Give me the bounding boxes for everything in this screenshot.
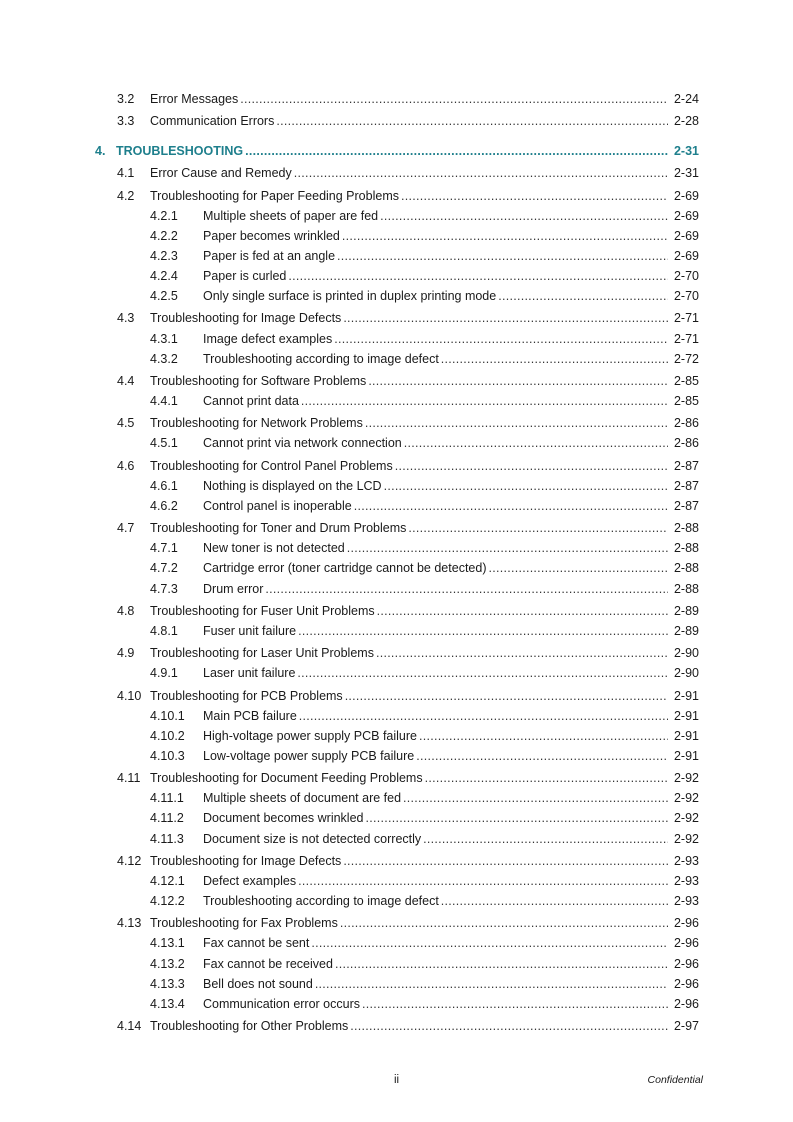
toc-entry-page: 2-91 — [673, 689, 699, 703]
toc-entry-number: 4.12.2 — [150, 894, 185, 908]
toc-entry[interactable] — [0, 853, 793, 869]
toc-leader-dots — [301, 393, 668, 409]
toc-entry[interactable] — [0, 623, 793, 639]
toc-entry-title: High-voltage power supply PCB failure — [203, 729, 417, 743]
toc-entry[interactable] — [0, 935, 793, 951]
toc-entry-page: 2-88 — [673, 582, 699, 596]
toc-leader-dots — [315, 976, 668, 992]
toc-entry-title: Cannot print data — [203, 394, 299, 408]
toc-entry-number: 4.12.1 — [150, 874, 185, 888]
toc-entry[interactable] — [0, 996, 793, 1012]
toc-entry-page: 2-92 — [673, 771, 699, 785]
toc-leader-dots — [441, 893, 668, 909]
toc-entry-number: 4.12 — [117, 854, 142, 868]
toc-entry-title: Nothing is displayed on the LCD — [203, 479, 382, 493]
toc-leader-dots — [347, 540, 668, 556]
toc-entry-page: 2-92 — [673, 832, 699, 846]
toc-entry-title: Troubleshooting for Paper Feeding Problems — [150, 189, 399, 203]
toc-entry-title: Bell does not sound — [203, 977, 313, 991]
toc-entry-title: Troubleshooting for Software Problems — [150, 374, 367, 388]
toc-entry[interactable] — [0, 770, 793, 786]
toc-entry-number: 4.2.4 — [150, 269, 178, 283]
toc-entry-page: 2-93 — [673, 854, 699, 868]
toc-entry-number: 4.3.1 — [150, 332, 178, 346]
toc-entry-title: Troubleshooting for Image Defects — [150, 854, 342, 868]
toc-leader-dots — [498, 288, 668, 304]
toc-leader-dots — [240, 91, 668, 107]
toc-leader-dots — [299, 708, 668, 724]
toc-entry-number: 4.7.3 — [150, 582, 178, 596]
toc-entry-number: 4.11.2 — [150, 811, 184, 825]
toc-entry-title: Multiple sheets of paper are fed — [203, 209, 379, 223]
toc-leader-dots — [311, 935, 668, 951]
toc-entry[interactable] — [0, 893, 793, 909]
toc-entry-title: Main PCB failure — [203, 709, 297, 723]
toc-entry-number: 4.11 — [117, 771, 141, 785]
toc-entry-page: 2-31 — [673, 144, 699, 158]
footer-confidential-label: Confidential — [647, 1074, 703, 1086]
toc-entry-number: 4.11.3 — [150, 832, 184, 846]
footer-page-number: ii — [393, 1074, 400, 1086]
toc-leader-dots — [384, 478, 668, 494]
toc-entry[interactable] — [0, 91, 793, 107]
toc-entry-page: 2-86 — [673, 416, 699, 430]
toc-leader-dots — [366, 810, 669, 826]
toc-entry-page: 2-96 — [673, 957, 699, 971]
toc-entry[interactable] — [0, 165, 793, 181]
toc-entry-number: 4.7.2 — [150, 561, 178, 575]
toc-leader-dots — [441, 351, 668, 367]
toc-entry-page: 2-90 — [673, 646, 699, 660]
toc-entry-page: 2-85 — [673, 394, 699, 408]
toc-leader-dots — [335, 956, 668, 972]
toc-leader-dots — [337, 248, 668, 264]
toc-leader-dots — [362, 996, 668, 1012]
toc-entry-title: Paper is curled — [203, 269, 287, 283]
toc-entry-number: 4.13.1 — [150, 936, 185, 950]
toc-entry[interactable] — [0, 645, 793, 661]
toc-entry-page: 2-91 — [673, 729, 699, 743]
toc-entry-page: 2-69 — [673, 209, 699, 223]
toc-entry-number: 4.8 — [117, 604, 135, 618]
toc-entry-number: 4.5 — [117, 416, 135, 430]
toc-entry-title: Laser unit failure — [203, 666, 296, 680]
toc-entry-title: Troubleshooting for Fax Problems — [150, 916, 338, 930]
toc-entry-title: Document size is not detected correctly — [203, 832, 422, 846]
toc-leader-dots — [408, 520, 668, 536]
toc-entry-number: 4.2.5 — [150, 289, 178, 303]
toc-entry-page: 2-70 — [673, 269, 699, 283]
toc-entry-page: 2-89 — [673, 624, 699, 638]
toc-entry-title: Troubleshooting for Fuser Unit Problems — [150, 604, 375, 618]
toc-entry-number: 4.4.1 — [150, 394, 178, 408]
toc-entry-number: 4.10.1 — [150, 709, 185, 723]
toc-entry-number: 4.10.3 — [150, 749, 185, 763]
toc-entry-page: 2-96 — [673, 997, 699, 1011]
toc-entry[interactable] — [0, 708, 793, 724]
toc-entry-title: Paper is fed at an angle — [203, 249, 336, 263]
toc-leader-dots — [380, 208, 668, 224]
toc-entry[interactable] — [0, 351, 793, 367]
toc-leader-dots — [401, 188, 668, 204]
toc-entry-number: 4.6.1 — [150, 479, 178, 493]
toc-entry-page: 2-93 — [673, 894, 699, 908]
toc-entry-page: 2-87 — [673, 499, 699, 513]
toc-entry[interactable] — [0, 560, 793, 576]
toc-entry-title: Troubleshooting according to image defect — [203, 894, 439, 908]
toc-entry[interactable] — [0, 208, 793, 224]
toc-leader-dots — [294, 165, 668, 181]
toc-entry-page: 2-31 — [673, 166, 699, 180]
toc-entry-number: 4.5.1 — [150, 436, 178, 450]
toc-leader-dots — [368, 373, 668, 389]
toc-entry-number: 4.13.4 — [150, 997, 185, 1011]
toc-entry-title: Image defect examples — [203, 332, 333, 346]
toc-entry-number: 4.2.2 — [150, 229, 178, 243]
toc-leader-dots — [297, 665, 668, 681]
toc-entry[interactable] — [0, 228, 793, 244]
toc-entry-number: 4.4 — [117, 374, 135, 388]
toc-entry[interactable] — [0, 665, 793, 681]
toc-entry-title: Defect examples — [203, 874, 297, 888]
toc-entry[interactable] — [0, 310, 793, 326]
toc-entry[interactable] — [0, 728, 793, 744]
toc-entry-number: 4.6.2 — [150, 499, 178, 513]
toc-entry-page: 2-89 — [673, 604, 699, 618]
toc-entry-title: TROUBLESHOOTING — [116, 144, 244, 158]
toc-entry[interactable] — [0, 288, 793, 304]
toc-leader-dots — [345, 688, 668, 704]
toc-leader-dots — [340, 915, 668, 931]
toc-entry-page: 2-88 — [673, 521, 699, 535]
toc-entry-title: Troubleshooting for Control Panel Problems — [150, 459, 393, 473]
toc-entry-number: 3.2 — [117, 92, 135, 106]
toc-entry-title: New toner is not detected — [203, 541, 345, 555]
toc-entry-number: 4.2.1 — [150, 209, 178, 223]
toc-entry-title: Low-voltage power supply PCB failure — [203, 749, 415, 763]
toc-entry-title: Error Cause and Remedy — [150, 166, 292, 180]
toc-leader-dots — [395, 458, 668, 474]
toc-entry-page: 2-87 — [673, 479, 699, 493]
toc-entry-title: Document becomes wrinkled — [203, 811, 364, 825]
toc-entry-title: Troubleshooting for Laser Unit Problems — [150, 646, 374, 660]
toc-entry[interactable] — [0, 458, 793, 474]
toc-entry[interactable] — [0, 873, 793, 889]
toc-leader-dots — [404, 435, 668, 451]
toc-entry[interactable] — [0, 831, 793, 847]
toc-entry-page: 2-90 — [673, 666, 699, 680]
toc-entry-title: Troubleshooting for Other Problems — [150, 1019, 349, 1033]
toc-entry-number: 4.7.1 — [150, 541, 178, 555]
toc-entry-number: 4.7 — [117, 521, 135, 535]
toc-entry-number: 4.13 — [117, 916, 142, 930]
toc-entry-number: 3.3 — [117, 114, 135, 128]
toc-entry[interactable] — [0, 498, 793, 514]
toc-entry[interactable] — [0, 268, 793, 284]
toc-entry[interactable] — [0, 603, 793, 619]
toc-leader-dots — [416, 748, 668, 764]
toc-entry-page: 2-96 — [673, 936, 699, 950]
toc-entry-title: Communication error occurs — [203, 997, 360, 1011]
toc-leader-dots — [419, 728, 668, 744]
toc-entry-title: Fuser unit failure — [203, 624, 297, 638]
toc-entry-number: 4. — [95, 144, 106, 158]
toc-entry[interactable] — [0, 143, 793, 159]
toc-entry-number: 4.9.1 — [150, 666, 178, 680]
toc-entry[interactable] — [0, 331, 793, 347]
toc-leader-dots — [376, 645, 668, 661]
toc-entry-number: 4.6 — [117, 459, 135, 473]
toc-leader-dots — [276, 113, 668, 129]
toc-entry-page: 2-24 — [673, 92, 699, 106]
toc-entry-number: 4.1 — [117, 166, 135, 180]
toc-entry[interactable] — [0, 976, 793, 992]
toc-entry-title: Troubleshooting for Toner and Drum Problems — [150, 521, 407, 535]
toc-entry-title: Cartridge error (toner cartridge cannot be detected) — [203, 561, 487, 575]
toc-leader-dots — [245, 143, 668, 159]
toc-entry[interactable] — [0, 188, 793, 204]
toc-entry-title: Paper becomes wrinkled — [203, 229, 340, 243]
toc-entry-number: 4.8.1 — [150, 624, 178, 638]
toc-leader-dots — [425, 770, 668, 786]
toc-entry[interactable] — [0, 581, 793, 597]
toc-leader-dots — [342, 228, 668, 244]
toc-entry-page: 2-91 — [673, 749, 699, 763]
toc-entry-page: 2-71 — [673, 332, 699, 346]
toc-leader-dots — [343, 853, 668, 869]
toc-entry[interactable] — [0, 415, 793, 431]
toc-entry-page: 2-69 — [673, 189, 699, 203]
toc-entry-number: 4.14 — [117, 1019, 142, 1033]
toc-leader-dots — [334, 331, 668, 347]
toc-entry-title: Troubleshooting for Network Problems — [150, 416, 363, 430]
toc-entry-title: Troubleshooting according to image defect — [203, 352, 439, 366]
toc-entry[interactable] — [0, 540, 793, 556]
toc-leader-dots — [288, 268, 668, 284]
toc-entry-page: 2-96 — [673, 977, 699, 991]
toc-entry-title: Drum error — [203, 582, 264, 596]
toc-leader-dots — [298, 623, 668, 639]
toc-entry-page: 2-92 — [673, 811, 699, 825]
toc-entry-title: Control panel is inoperable — [203, 499, 352, 513]
toc-entry-number: 4.3.2 — [150, 352, 178, 366]
toc-entry-page: 2-96 — [673, 916, 699, 930]
toc-entry-number: 4.11.1 — [150, 791, 184, 805]
toc-entry-number: 4.9 — [117, 646, 135, 660]
toc-entry-page: 2-87 — [673, 459, 699, 473]
toc-entry-title: Troubleshooting for PCB Problems — [150, 689, 343, 703]
toc-entry-page: 2-93 — [673, 874, 699, 888]
toc-entry-title: Troubleshooting for Image Defects — [150, 311, 342, 325]
toc-entry[interactable] — [0, 810, 793, 826]
toc-entry-title: Troubleshooting for Document Feeding Problems — [150, 771, 423, 785]
toc-entry[interactable] — [0, 1018, 793, 1034]
toc-entry-number: 4.3 — [117, 311, 135, 325]
toc-leader-dots — [354, 498, 668, 514]
toc-leader-dots — [365, 415, 668, 431]
toc-leader-dots — [350, 1018, 668, 1034]
toc-entry-page: 2-70 — [673, 289, 699, 303]
toc-entry-page: 2-71 — [673, 311, 699, 325]
toc-entry-page: 2-85 — [673, 374, 699, 388]
toc-entry-title: Error Messages — [150, 92, 239, 106]
toc-entry-number: 4.13.3 — [150, 977, 185, 991]
toc-entry-title: Communication Errors — [150, 114, 275, 128]
toc-entry[interactable] — [0, 748, 793, 764]
toc-entry[interactable] — [0, 113, 793, 129]
toc-entry-page: 2-92 — [673, 791, 699, 805]
toc-entry-page: 2-97 — [673, 1019, 699, 1033]
toc-entry-number: 4.10.2 — [150, 729, 185, 743]
toc-leader-dots — [343, 310, 668, 326]
toc-entry-title: Fax cannot be sent — [203, 936, 310, 950]
toc-leader-dots — [377, 603, 668, 619]
toc-leader-dots — [298, 873, 668, 889]
toc-entry-page: 2-86 — [673, 436, 699, 450]
toc-entry-number: 4.2.3 — [150, 249, 178, 263]
toc-entry-page: 2-88 — [673, 561, 699, 575]
toc-entry-number: 4.2 — [117, 189, 135, 203]
toc-entry[interactable] — [0, 915, 793, 931]
toc-entry-title: Multiple sheets of document are fed — [203, 791, 402, 805]
toc-leader-dots — [403, 790, 668, 806]
toc-entry-page: 2-91 — [673, 709, 699, 723]
toc-entry[interactable] — [0, 688, 793, 704]
toc-entry[interactable] — [0, 520, 793, 536]
toc-leader-dots — [265, 581, 668, 597]
toc-entry[interactable] — [0, 393, 793, 409]
toc-entry[interactable] — [0, 956, 793, 972]
toc-entry-title: Cannot print via network connection — [203, 436, 402, 450]
toc-entry-number: 4.10 — [117, 689, 142, 703]
toc-entry[interactable] — [0, 478, 793, 494]
toc-entry-page: 2-88 — [673, 541, 699, 555]
toc-entry-number: 4.13.2 — [150, 957, 185, 971]
toc-entry[interactable] — [0, 790, 793, 806]
toc-leader-dots — [488, 560, 668, 576]
toc-entry-title: Fax cannot be received — [203, 957, 333, 971]
toc-entry[interactable] — [0, 248, 793, 264]
toc-entry-page: 2-69 — [673, 229, 699, 243]
toc-entry-page: 2-28 — [673, 114, 699, 128]
toc-leader-dots — [423, 831, 668, 847]
toc-entry-page: 2-72 — [673, 352, 699, 366]
toc-entry-page: 2-69 — [673, 249, 699, 263]
toc-entry[interactable] — [0, 373, 793, 389]
toc-entry[interactable] — [0, 435, 793, 451]
toc-entry-title: Only single surface is printed in duplex printing mode — [203, 289, 497, 303]
